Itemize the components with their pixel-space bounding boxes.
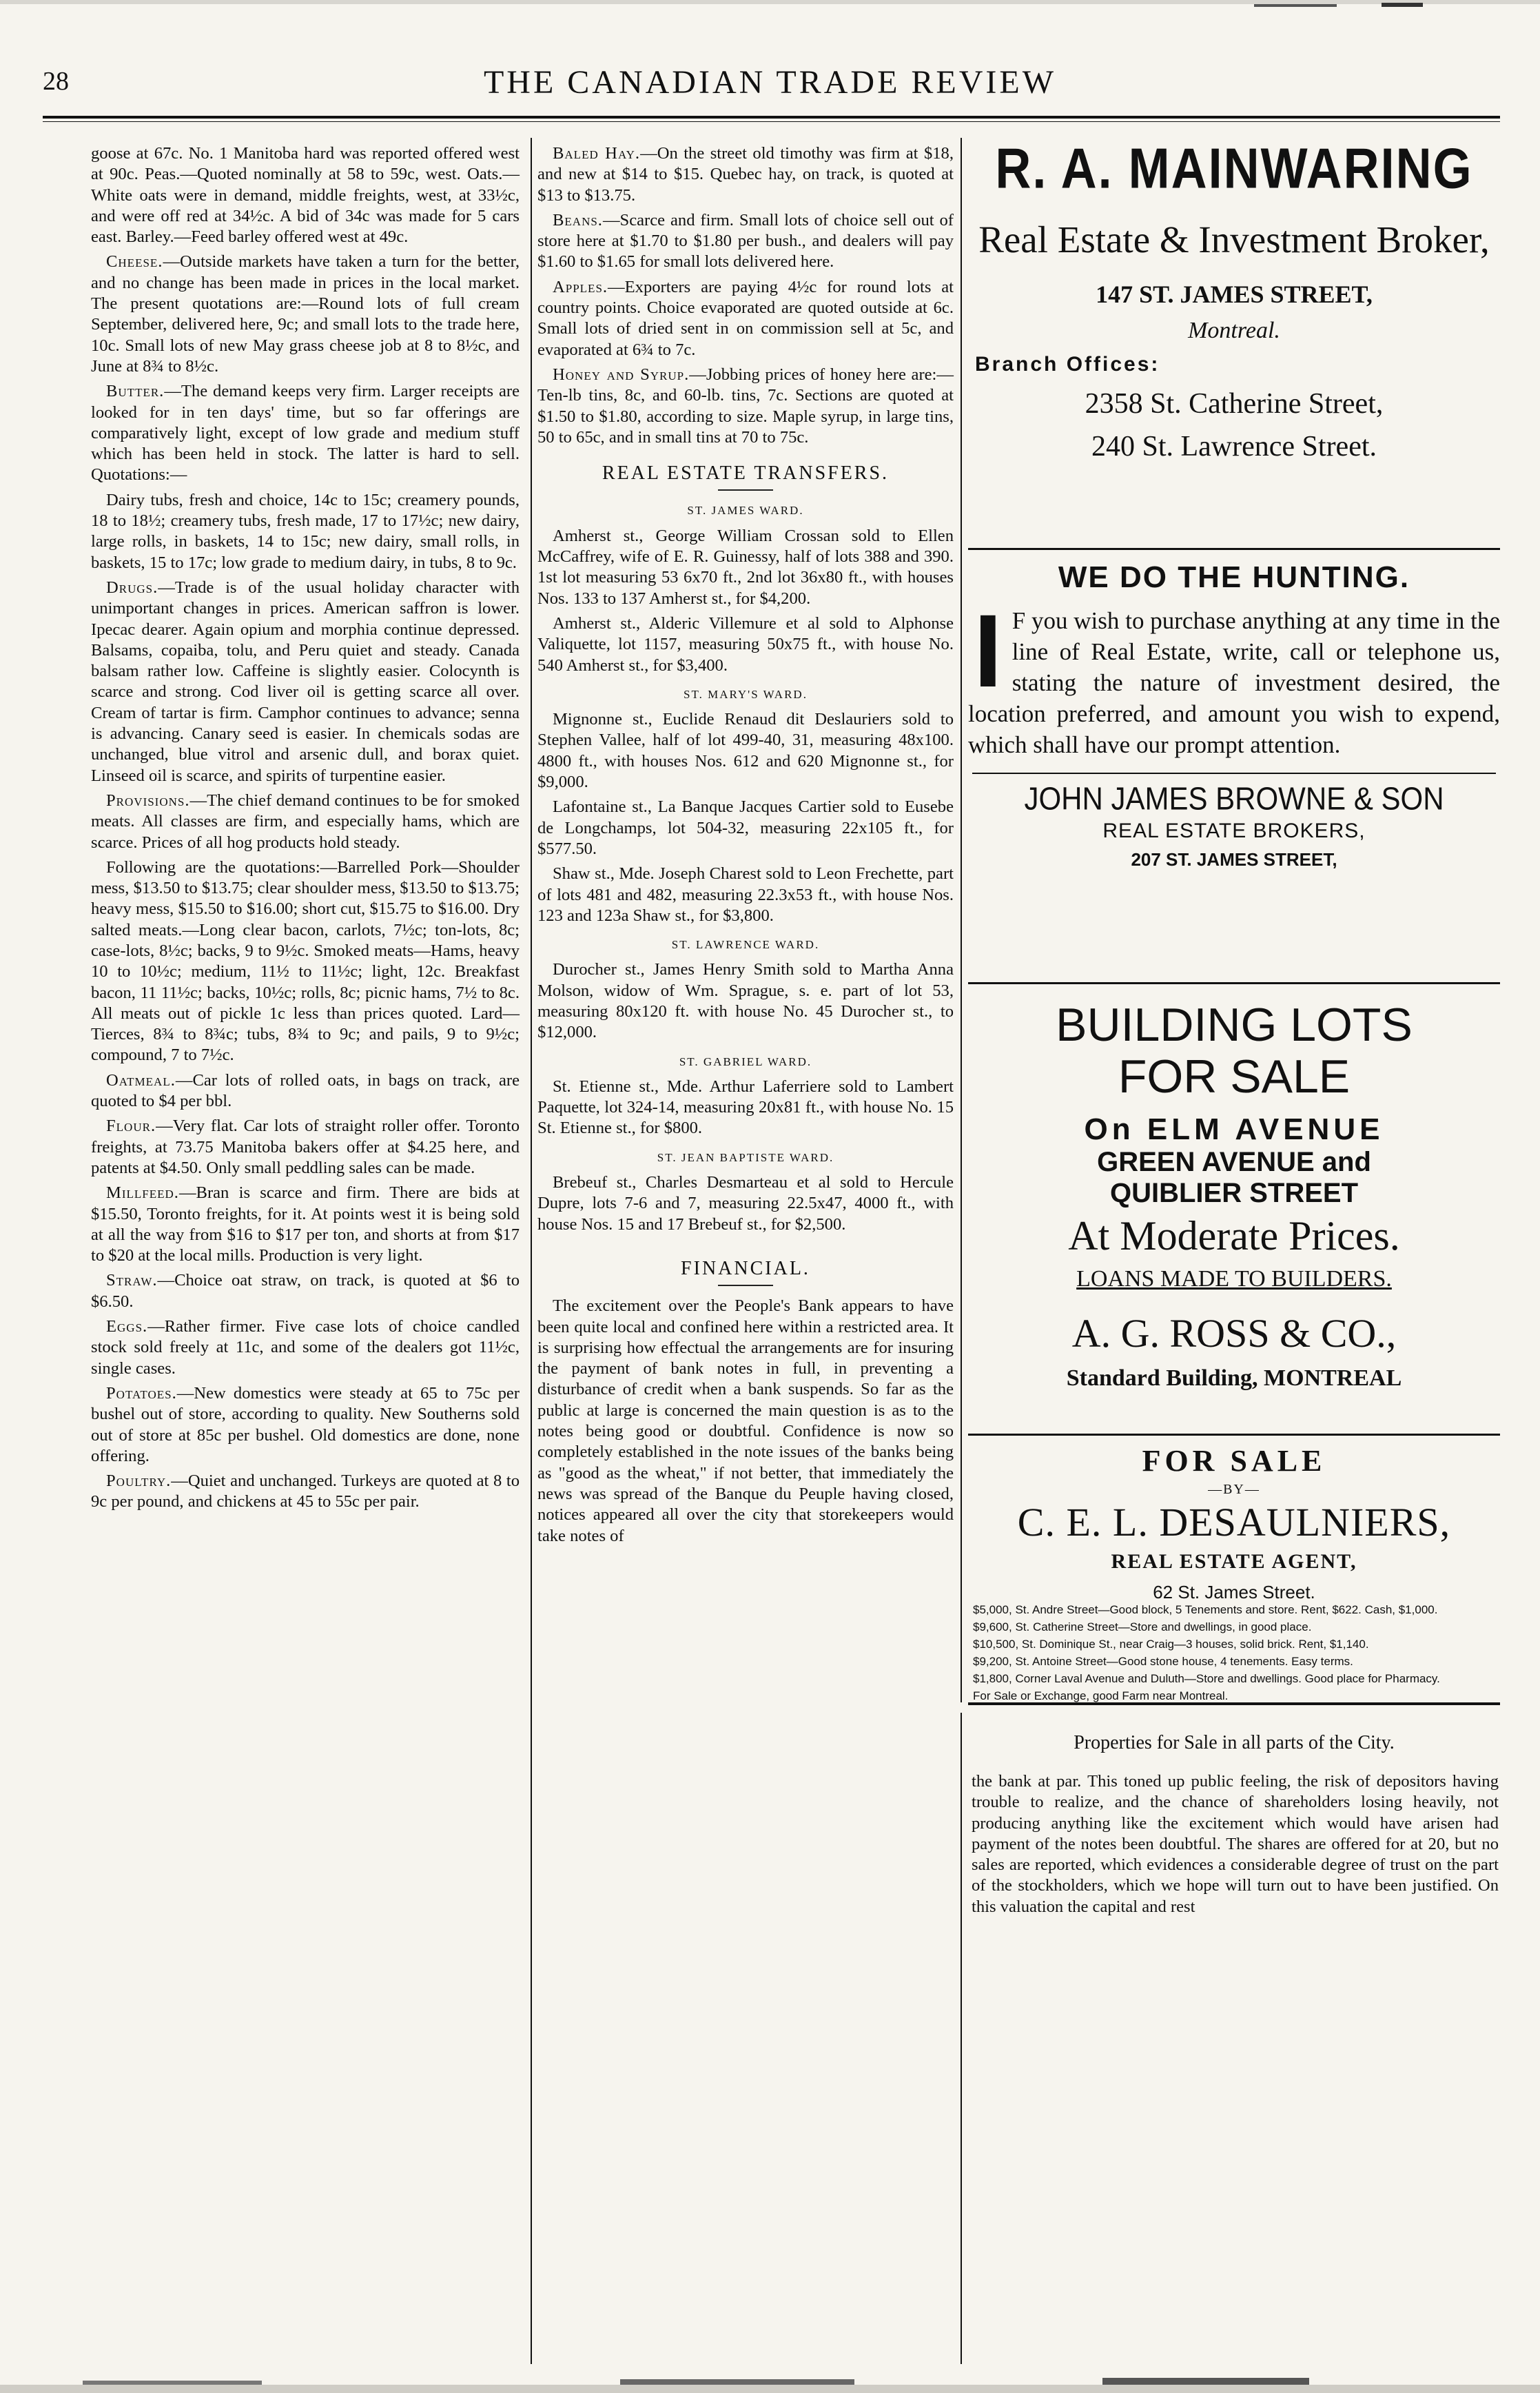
apples-paragraph <box>537 277 954 360</box>
hay-text: —On the street old timothy was firm at $18, and new at $14 to $15. Quebec hay, on track, is quoted at $13 to $13.75. <box>537 144 954 205</box>
grain-paragraph: goose at 67c. No. 1 Manitoba hard was reported offered west at 90c. Peas.—Quoted nominally at 58 to 59c, west. Oats.—White oats were in demand, middle freights, west, at 33½c, and were off red at 34½c. A bid of 34c was made for 5 cars east. Barley.—Feed barley offered west at 49c. <box>91 144 520 247</box>
transfer-entry: Brebeuf st., Charles Desmarteau et al sold to Hercule Dupre, lots 7-6 and 7, measuring 22.5x47, 4000 ft., with house Nos. 15 and 17 Brebeuf st., for $2,500. <box>537 1173 954 1234</box>
page-number: 28 <box>43 67 69 96</box>
financial-paragraph: The excitement over the People's Bank appears to have been quite local and confined here within a restricted area. It is surprising how effectual the arrangements are for insuring the payment of bank notes in full, in preventing a disturbance of credit when a bank suspends. So far as the public at large is concerned the main question is as to the notes being good or doubtful. Confidence is now so completely established in the note issues of the banks being as "good as the wheat," if not better, that immediately the news was spread of the Banque du Peuple having closed, notices appeared all over the city that storekeepers would take notes of <box>537 1296 954 1545</box>
honey-text: —Jobbing prices of honey here are:—Ten-lb tins, 8c, and 60-lb. tins, 7c. Sections are quoted at $1.50 to $1.80, according to size. Maple syrup, in large tins, 50 to 65c, and in small tins at 70 to 75c. <box>537 365 954 447</box>
transfer-entry: St. Etienne st., Mde. Arthur Laferriere sold to Lambert Paquette, lot 324-14, measuring 20x81 ft., with house No. 15 St. Etienne st., for $800. <box>537 1077 954 1138</box>
mainwaring-branch-2: 240 St. Lawrence Street. <box>1091 431 1377 462</box>
ward-heading-st-marys: ST. MARY'S WARD. <box>684 687 808 701</box>
beans-text: —Scarce and firm. Small lots of choice sell out of store here at $1.70 to $1.80 per bush., and dealers will pay $1.60 to $1.65 for small lots delivered here. <box>537 210 954 272</box>
browne-firm: JOHN JAMES BROWNE & SON <box>1024 780 1444 817</box>
ad-separator <box>968 1434 1500 1436</box>
listing-item: $5,000, St. Andre Street—Good block, 5 Tenements and store. Rent, $622. Cash, $1,000. <box>973 1603 1438 1616</box>
browne-address: 207 ST. JAMES STREET, <box>1131 849 1337 870</box>
provisions-quotes: Following are the quotations:—Barrelled Pork—Shoulder mess, $13.50 to $13.75; clear shoulder mess, $13.50 to $13.75; heavy mess, $15.50 to $16.00; short cut, $15.75 to $16.00. Dry salted meats.—Long clear bacon, carlots, 7½c; ton-lots, 8c; case-lots, 8½c; backs, 9 to 9½c. Smoked meats—Hams, heavy 10 to 10½c; medium, 11½ to 11½c; light, 12c. Breakfast bacon, 11 11½c; backs, 10½c; rolls, 8c; picnic hams, 7½ to 8c. All meats out of pickle 1c less than prices quoted. Lard—Tierces, 8¾ to 8¾c; tubs, 8¾ to 9c; and pails, 9 to 9½c; compound, 7 to 7½c. <box>91 857 520 1065</box>
potatoes-text: —New domestics were steady at 65 to 75c per bushel out of store, according to quality. New Southerns sold out of store at 85c per bushel. Old domestics are done, none offering. <box>91 1383 520 1465</box>
poultry-text: —Quiet and unchanged. Turkeys are quoted at 8 to 9c per pound, and chickens at 45 to 55c per pair. <box>91 1472 520 1511</box>
scan-speck <box>83 2381 262 2385</box>
ross-line-3: On ELM AVENUE <box>1084 1112 1384 1146</box>
honey-lead: Honey and Syrup. <box>553 365 690 384</box>
ross-ad <box>968 999 1500 1392</box>
poultry-paragraph <box>91 1471 520 1513</box>
transfer-entry: Amherst st., Alderic Villemure et al sold to Alphonse Valiquette, lot 1157, measuring 50x75 ft., with house No. 540 Amherst st., for $3,400. <box>537 613 954 675</box>
browne-slogan: WE DO THE HUNTING. <box>1058 560 1410 594</box>
scan-edge-bottom <box>0 2365 1540 2393</box>
beans-paragraph <box>537 210 954 273</box>
desaulniers-name: C. E. L. DESAULNIERS, <box>1017 1500 1451 1545</box>
listing-item: For Sale or Exchange, good Farm near Montreal. <box>973 1689 1229 1702</box>
desaulniers-footer: Properties for Sale in all parts of the City. <box>1074 1732 1395 1753</box>
oatmeal-text: —Car lots of rolled oats, in bags on track, are quoted to $4 per bbl. <box>91 1070 520 1111</box>
browne-rule <box>972 773 1496 774</box>
browne-role: REAL ESTATE BROKERS, <box>1102 819 1366 842</box>
ross-line-7: LOANS MADE TO BUILDERS. <box>1076 1266 1392 1292</box>
ad-separator <box>968 982 1500 984</box>
millfeed-lead: Millfeed. <box>106 1183 179 1203</box>
eggs-lead: Eggs. <box>106 1317 148 1336</box>
cheese-lead: Cheese. <box>106 252 163 272</box>
butter-lead: Butter. <box>106 382 165 401</box>
ross-address: Standard Building, MONTREAL <box>1066 1365 1402 1391</box>
poultry-lead: Poultry. <box>106 1472 172 1491</box>
listing-item: $1,800, Corner Laval Avenue and Duluth—Store and dwellings. Good place for Pharmacy. <box>973 1672 1440 1685</box>
mainwaring-branch-1: 2358 St. Catherine Street, <box>1085 388 1384 420</box>
potatoes-paragraph <box>91 1383 520 1467</box>
column-3 <box>972 1771 1499 1922</box>
mainwaring-tagline: Real Estate & Investment Broker, <box>978 218 1490 261</box>
eggs-paragraph <box>91 1316 520 1379</box>
column-1 <box>91 143 520 1517</box>
desaulniers-by: —BY— <box>1208 1482 1260 1497</box>
column-rule-2 <box>961 138 962 1702</box>
apples-text: —Exporters are paying 4½c for round lots at country points. Choice evaporated are quoted outside at 6c. Small lots of dried sent in on commission sell at 5c, and evaporated at 6¾ to 7c. <box>537 277 954 359</box>
ross-line-6: At Moderate Prices. <box>1068 1213 1400 1259</box>
provisions-text: —The chief demand continues to be for smoked meats. All classes are firm, and especially hams, which are scarce. Prices of all hog products hold steady. <box>91 791 520 852</box>
desaulniers-for-sale: FOR SALE <box>1142 1444 1326 1478</box>
scan-speck <box>1382 3 1423 7</box>
straw-lead: Straw. <box>106 1271 158 1290</box>
ross-line-5: QUIBLIER STREET <box>1109 1178 1359 1208</box>
eggs-text: —Rather firmer. Five case lots of choice candled stock sold freely at 11c, and some of the dealers got 11½c, single cases. <box>91 1317 520 1378</box>
browne-body: F you wish to purchase anything at any time in the line of Real Estate, write, call or telephone us, stating the nature of investment desired, the location preferred, and amount you wish to expend, which shall have our prompt attention. <box>968 607 1500 758</box>
millfeed-text: —Bran is scarce and firm. There are bids at $15.50, Toronto freights, for it. At points west it is being sold at all the way from $16 to $17 per ton, and shorts at from $17 to $20 at the local mills. Production is very light. <box>91 1183 520 1265</box>
mainwaring-branch-label: Branch Offices: <box>975 353 1160 376</box>
butter-text: —The demand keeps very firm. Larger receipts are looked for in ten days' time, but so far offerings are comparatively light, except of low grade and medium stuff which has been held in stock. The latter is hard to sell. Quotations:— <box>91 382 520 485</box>
desaulniers-role: REAL ESTATE AGENT, <box>1111 1550 1357 1573</box>
oatmeal-paragraph <box>91 1070 520 1112</box>
provisions-paragraph <box>91 791 520 853</box>
drugs-paragraph <box>91 578 520 786</box>
flour-text: —Very flat. Car lots of straight roller offer. Toronto freights, at 73.75 Manitoba bakers offer at $4.25 here, and patents at $4.50. Only small peddling sales can be made. <box>91 1117 520 1177</box>
cheese-text: —Outside markets have taken a turn for the better, and no change has been made in prices in the local market. The present quotations are:—Round lots of full cream September, delivered here, 9c; and small lots to the trade here, 10c. Small lots of new May grass cheese job at 8 to 8½c, and June at 8¾ to 8½c. <box>91 252 520 376</box>
mainwaring-ad <box>968 137 1500 468</box>
ad-separator <box>968 548 1500 550</box>
ward-heading-st-james: ST. JAMES WARD. <box>687 504 804 518</box>
real-estate-heading: REAL ESTATE TRANSFERS. <box>602 462 890 485</box>
transfer-entry: Durocher st., James Henry Smith sold to Martha Anna Molson, widow of Wm. Sprague, s. e. part of lot 53, measuring 80x120 ft. with house No. 45 Durocher st., to $12,000. <box>537 960 954 1042</box>
listing-item: $9,600, St. Catherine Street—Store and dwellings, in good place. <box>973 1620 1312 1633</box>
financial-heading: FINANCIAL. <box>681 1257 810 1279</box>
browne-dropcap: I <box>974 593 1003 709</box>
hay-lead: Baled Hay. <box>553 144 641 163</box>
masthead-title: THE CANADIAN TRADE REVIEW <box>483 64 1056 101</box>
cheese-paragraph <box>91 252 520 377</box>
transfer-entry: Amherst st., George William Crossan sold to Ellen McCaffrey, wife of E. R. Guinessy, half of lots 388 and 390. 1st lot measuring 53 6x70 ft., 2nd lot 36x80 ft., with houses Nos. 133 to 137 Amherst st., for $4,200. <box>537 526 954 608</box>
ad-separator <box>968 1702 1500 1705</box>
millfeed-paragraph <box>91 1183 520 1266</box>
butter-quotes: Dairy tubs, fresh and choice, 14c to 15c; creamery pounds, 18 to 18½; creamery tubs, fresh made, 17 to 17½c; new dairy, large rolls, in baskets, 14 to 15c; new dairy, small rolls, in baskets, 15 to 17c; low grade to medium dairy, in tubs, 8 to 9c. <box>91 490 520 572</box>
ward-heading-st-jean-baptiste: ST. JEAN BAPTISTE WARD. <box>657 1150 834 1164</box>
beans-lead: Beans. <box>553 210 603 230</box>
ross-line-4: GREEN AVENUE and <box>1097 1147 1371 1177</box>
mainwaring-address: 147 ST. JAMES STREET, <box>1096 281 1373 308</box>
column-rule-3 <box>961 1713 962 2364</box>
provisions-lead: Provisions. <box>106 791 190 810</box>
listing-item: $9,200, St. Antoine Street—Good stone house, 4 tenements. Easy terms. <box>973 1655 1353 1668</box>
scan-speck <box>0 0 1540 4</box>
transfer-entry: Shaw st., Mde. Joseph Charest sold to Leon Frechette, part of lots 481 and 482, measuring 22.3x53 ft., with house Nos. 123 and 123a Shaw st., for $3,800. <box>537 864 954 925</box>
scan-speck <box>1102 2378 1309 2385</box>
listing-item: $10,500, St. Dominique St., near Craig—3 houses, solid brick. Rent, $1,140. <box>973 1638 1369 1651</box>
column-2 <box>537 143 954 1551</box>
mainwaring-city: Montreal. <box>1188 318 1280 343</box>
header-rule-thin <box>43 121 1500 122</box>
transfer-entry: Mignonne st., Euclide Renaud dit Deslauriers sold to Stephen Vallee, half of lot 499-40, 31, measuring 48x100. 4800 ft., with houses Nos. 612 and 620 Mignonne st., for $9,000. <box>537 710 954 792</box>
flour-paragraph <box>91 1116 520 1179</box>
oatmeal-lead: Oatmeal. <box>106 1070 176 1090</box>
potatoes-lead: Potatoes. <box>106 1383 177 1403</box>
desaulniers-address: 62 St. James Street. <box>1153 1582 1315 1602</box>
column-rule-1 <box>531 138 532 2364</box>
heading-rule <box>718 1285 773 1286</box>
straw-text: —Choice oat straw, on track, is quoted at $6 to $6.50. <box>91 1271 520 1311</box>
scan-speck <box>620 2379 854 2385</box>
honey-paragraph <box>537 365 954 448</box>
heading-rule <box>718 489 773 491</box>
browne-body-wrap <box>968 593 1500 760</box>
transfer-entry: Lafontaine st., La Banque Jacques Cartier sold to Eusebe de Longchamps, lot 504-32, measuring 22x105 ft., for $577.50. <box>537 797 954 858</box>
ward-heading-st-lawrence: ST. LAWRENCE WARD. <box>671 938 820 952</box>
ross-firm: A. G. ROSS & CO., <box>1071 1311 1397 1356</box>
ward-heading-st-gabriel: ST. GABRIEL WARD. <box>679 1055 812 1068</box>
drugs-lead: Drugs. <box>106 578 158 597</box>
butter-paragraph <box>91 381 520 485</box>
browne-ad <box>968 557 1500 873</box>
hay-paragraph <box>537 143 954 206</box>
scan-speck <box>0 2385 1540 2393</box>
financial-continued: the bank at par. This toned up public feeling, the risk of depositors having trouble to realize, and the chance of shareholders losing heavily, not producing anything like the excitement which would have arisen had payment of the notes been doubtful. The shares are offered for at 20, but no sales are reported, which evidences a considerable degree of trust on the part of the stockholders, which we hope will turn out to have been justified. On this valuation the capital and rest <box>972 1772 1499 1916</box>
desaulniers-ad <box>968 1442 1500 1607</box>
ross-line-1: BUILDING LOTS <box>1056 999 1413 1051</box>
apples-lead: Apples. <box>553 277 608 296</box>
scan-speck <box>1254 4 1337 7</box>
straw-paragraph <box>91 1270 520 1312</box>
desaulniers-listings <box>973 1603 1500 1707</box>
header-rule <box>43 116 1500 119</box>
mainwaring-name: R. A. MAINWARING <box>995 137 1473 201</box>
ross-line-2: FOR SALE <box>1118 1050 1351 1103</box>
drugs-text: —Trade is of the usual holiday character with unimportant changes in prices. American saffron is lower. Ipecac dearer. Again opium and morphia continue depressed. Balsams, copaiba, tolu, and Peru quiet and steady. Canada balsam rather low. Caffeine is slightly easier. Colocynth is scarce and strong. Cod liver oil is getting scarce all over. Cream of tartar is firm. Camphor continues to advance; senna is advancing. Canary seed is easier. In chemicals sodas are unchanged, blue vitrol and arsenic dull, and borax quiet. Linseed oil is scarce, and spirits of turpentine easier. <box>91 578 520 785</box>
scan-edge-top <box>0 0 1540 28</box>
flour-lead: Flour. <box>106 1117 156 1136</box>
